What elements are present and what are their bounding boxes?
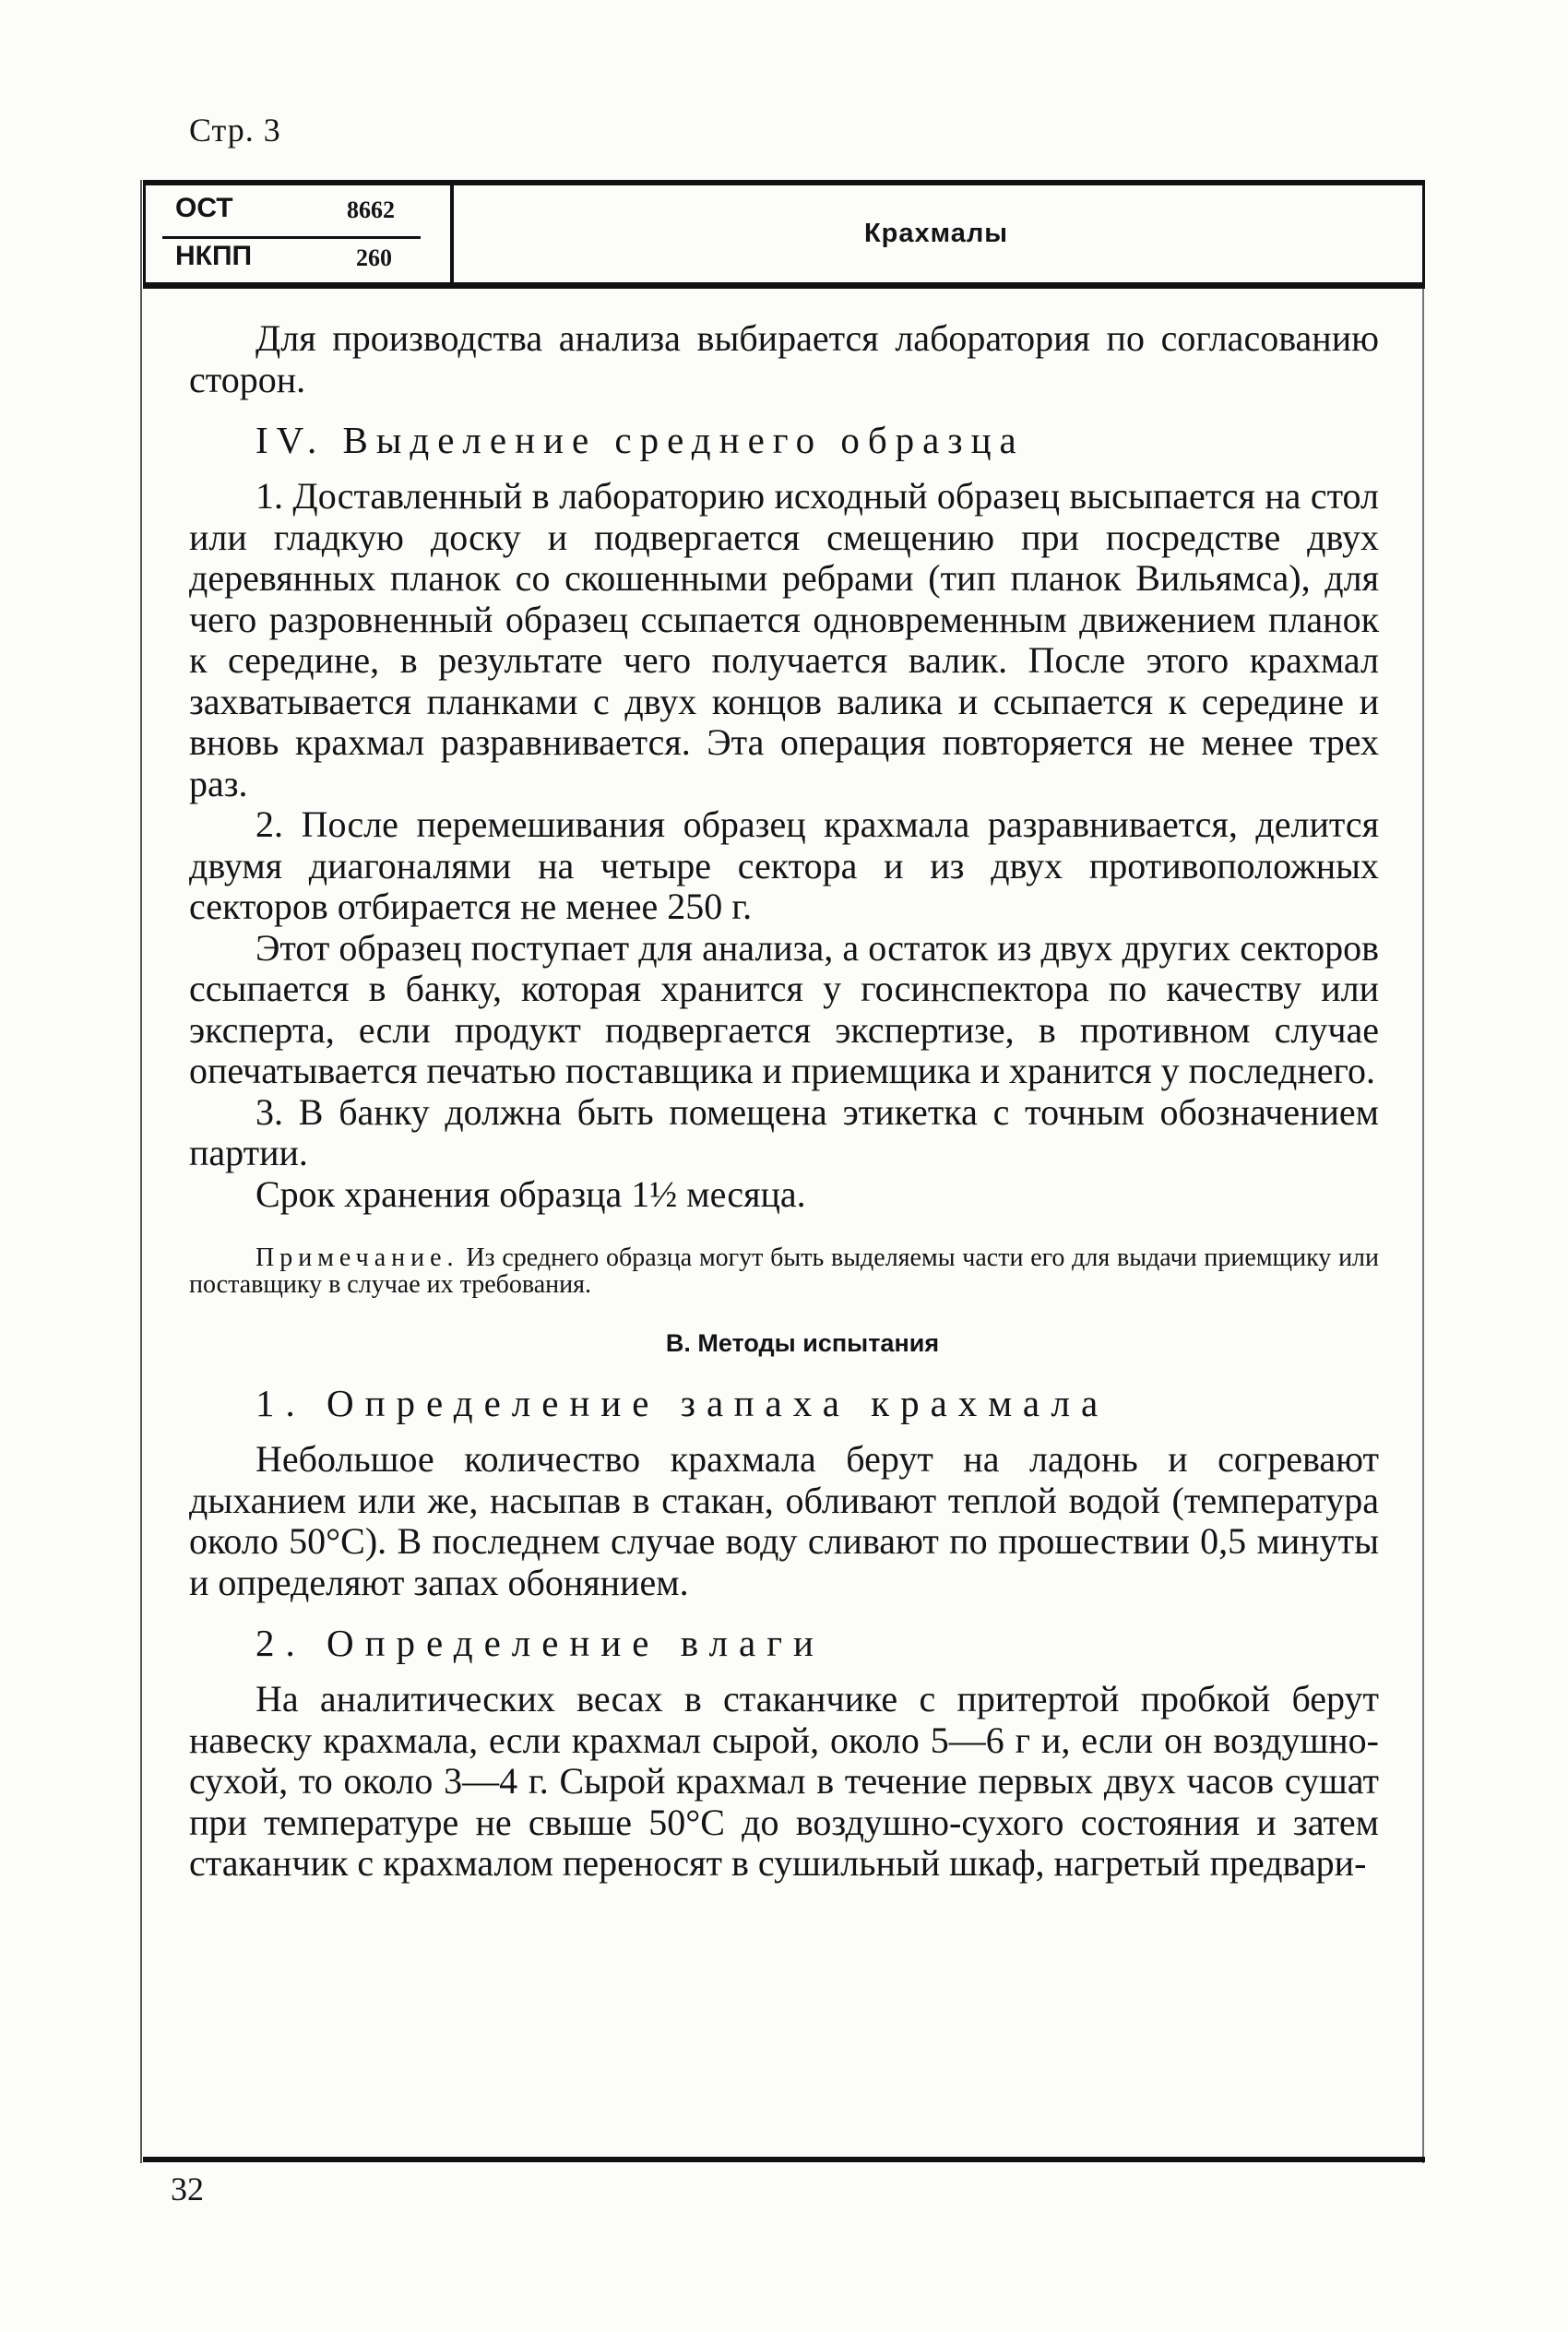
standard-code-nkpp: НКПП: [175, 241, 253, 271]
intro-paragraph: Для производства анализа выбирается лаборатория по согласованию сторон.: [189, 317, 1379, 400]
page-left-border: [140, 180, 142, 2163]
standard-code-block: [146, 185, 454, 282]
paragraph-4: 3. В банку должна быть помещена этикетка с точным обозначением партии.: [189, 1090, 1379, 1173]
page-right-border: [1422, 180, 1424, 2163]
paragraph-3: Этот образец поступает для анализа, а остаток из двух других секторов ссыпается в банку, которая хранится у госинспектора по качеству или эксперта, если продукт подвергается экспертизе, в противном случае опечатывается печатью поставщика и приемщика и хранится у последнего.: [189, 926, 1379, 1091]
page-label: Стр. 3: [189, 112, 281, 149]
note-label: Примечание.: [255, 1243, 459, 1272]
standard-code-ost: ОСТ: [175, 193, 233, 223]
standard-divider: [162, 236, 421, 239]
subsection-1-heading: 1. Определение запаха крахмала: [255, 1382, 1110, 1424]
standard-number-ost: 8662: [347, 196, 395, 223]
standard-number-nkpp: 260: [356, 244, 392, 271]
paragraph-1: 1. Доставленный в лабораторию исходный образец высыпается на стол или гладкую доску и подвергается смещению при посредстве двух деревянных планок со скошенными ребрами (тип планок Вильямса), для чего разровненный образец ссыпается одновременным движением планок к середине, в результате чего получается валик. После этого крахмал захватывается планками с двух концов валика и ссыпается к середине и вновь крахмал разравнивается. Эта операция повторяется не менее трех раз.: [189, 475, 1379, 804]
subsection-1-text: Небольшое количество крахмала берут на ладонь и согревают дыханием или же, насыпав в стакан, обливают теплой водой (температура около 50°С). В последнем случае воду сливают по прошествии 0,5 минуты и определяют запах обонянием.: [189, 1438, 1379, 1603]
document-title: Крахмалы: [863, 219, 1009, 248]
section-iv-heading: IV. Выделение среднего образца: [255, 419, 1025, 461]
section-b-heading: В. Методы испытания: [665, 1329, 940, 1357]
page-number: 32: [171, 2171, 204, 2207]
subsection-2-text: На аналитических весах в стаканчике с притертой пробкой берут навеску крахмала, если крахмал сырой, около 5—6 г и, если он воздушно-сухой, то около 3—4 г. Сырой крахмал в течение первых двух часов сушат при температуре не свыше 50°С до воздушно-сухого состояния и затем стаканчик с крахмалом переносят в сушильный шкаф, нагретый предвари-: [189, 1678, 1379, 1884]
note: [189, 1244, 1379, 1298]
subsection-2-heading: 2. Определение влаги: [255, 1622, 825, 1664]
document-header: [143, 180, 1425, 289]
paragraph-5: Срок хранения образца 1½ месяца.: [255, 1172, 806, 1215]
paragraph-2: 2. После перемешивания образец крахмала разравнивается, делится двумя диагоналями на четыре сектора и из двух противоположных секторов отбирается не менее 250 г.: [189, 803, 1379, 927]
footer-rule: [143, 2157, 1425, 2162]
document-body: [189, 318, 1379, 1885]
note-text: Из среднего образца могут быть выделяемы части его для выдачи приемщику или поставщику в случае их требования.: [189, 1243, 1380, 1299]
